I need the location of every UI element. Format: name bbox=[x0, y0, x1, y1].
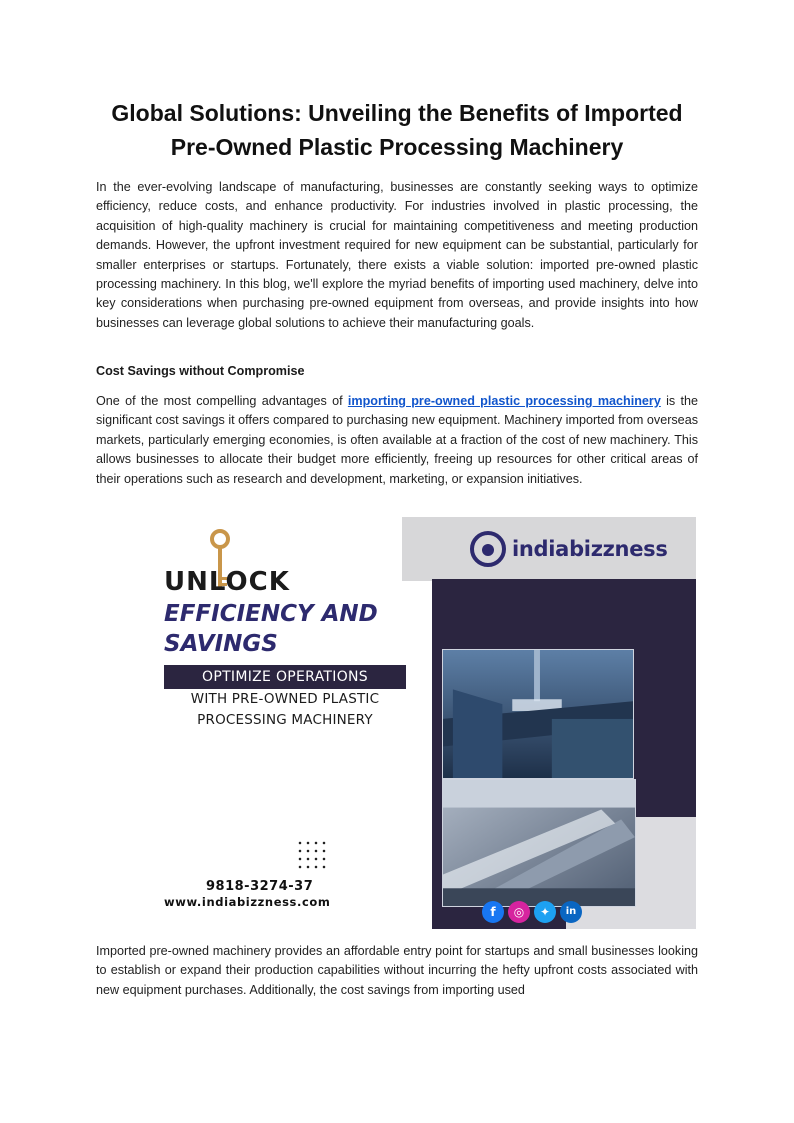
paragraph-text-before-link: One of the most compelling advantages of bbox=[96, 394, 348, 408]
section-heading: Cost Savings without Compromise bbox=[96, 364, 305, 378]
social-icons bbox=[482, 901, 582, 923]
machinery-photo-1 bbox=[442, 649, 634, 779]
instagram-icon[interactable]: ◎ bbox=[508, 901, 530, 923]
brand-logo bbox=[470, 531, 668, 567]
phone-number: 9818-3274-37 bbox=[206, 879, 314, 894]
promo-banner bbox=[150, 517, 696, 929]
optimize-bar: OPTIMIZE OPERATIONS bbox=[164, 665, 406, 689]
machinery-link[interactable]: importing pre-owned plastic processing machinery bbox=[347, 394, 661, 408]
brand-logo-icon bbox=[470, 531, 506, 567]
dot-pattern bbox=[296, 839, 328, 869]
page-title: Global Solutions: Unveiling the Benefits of Imported Pre-Owned Plastic Processing Machinery bbox=[111, 100, 683, 160]
banner-subtitle: WITH PRE-OWNED PLASTIC PROCESSING MACHINERY bbox=[190, 691, 380, 728]
closing-paragraph: Imported pre-owned machinery provides an affordable entry point for startups and small businesses looking to establish or expand their production capabilities without incurring the hefty upfront costs associated with new equipment purchases. Additionally, the cost savings from importing used bbox=[96, 944, 698, 997]
machinery-photo-2 bbox=[442, 779, 636, 907]
website-url: www.indiabizzness.com bbox=[164, 895, 331, 909]
linkedin-icon[interactable]: in bbox=[560, 901, 582, 923]
intro-paragraph: In the ever-evolving landscape of manufacturing, businesses are constantly seeking ways to optimize efficiency, reduce costs, and enhance productivity. For industries involved in plastic processing, the acquisition of high-quality machinery is crucial for maintaining competitiveness and meeting production demands. However, the upfront investment required for new equipment can be substantial, particularly for smaller enterprises or startups. Fortunately, there exists a viable solution: imported pre-owned plastic processing machinery. In this blog, we'll explore the myriad benefits of importing used machinery, delve into key considerations when purchasing pre-owned equipment from overseas, and provide insights into how businesses can leverage global solutions to achieve their manufacturing goals. bbox=[96, 180, 698, 330]
paragraph-text-after-link: is the significant cost savings it offers compared to purchasing new equipment. Machinery imported from overseas markets, particularly emerging economies, is often available at a fraction of the cost of new machinery. This allows businesses to allocate their budget more efficiently, freeing up resources for other critical areas of their operations such as research and development, marketing, or expansion initiatives. bbox=[96, 394, 698, 486]
twitter-icon[interactable]: ✦ bbox=[534, 901, 556, 923]
brand-name: indiabizzness bbox=[512, 537, 668, 561]
cost-savings-paragraph bbox=[96, 392, 698, 489]
banner-headline: EFFICIENCY AND SAVINGS bbox=[164, 601, 378, 657]
facebook-icon[interactable]: f bbox=[482, 901, 504, 923]
unlock-text: UNLOCK bbox=[164, 567, 290, 597]
